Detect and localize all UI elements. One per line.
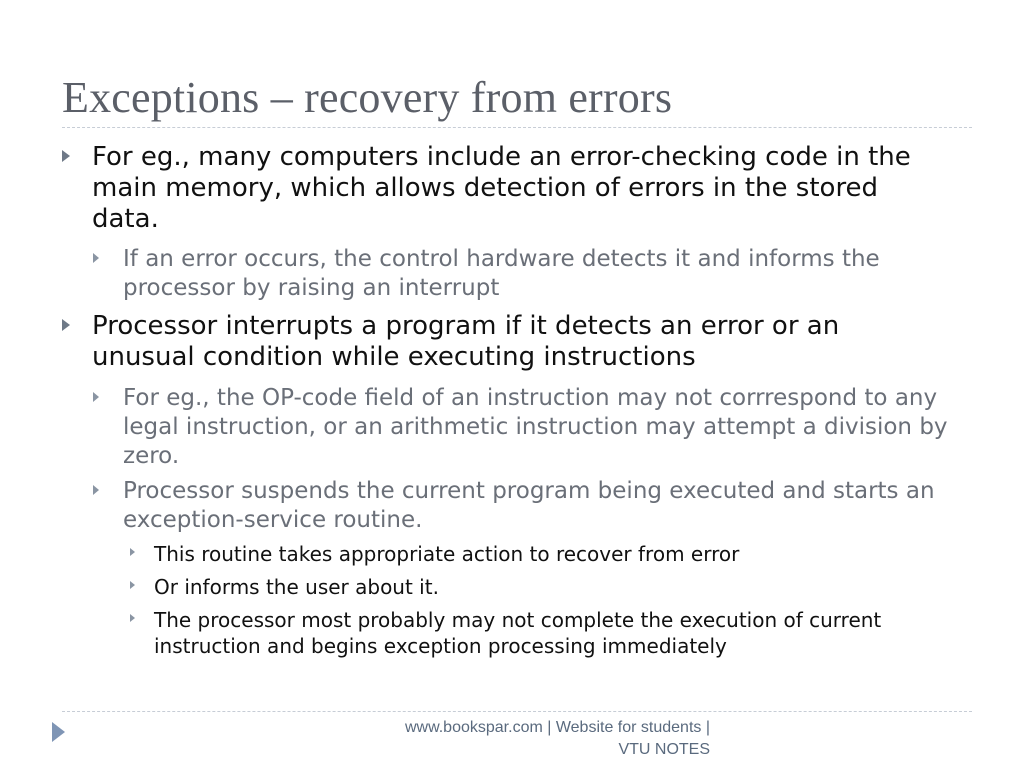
sub-bullet-item [93, 384, 953, 471]
bullet-arrow-icon [130, 581, 135, 589]
sub-sub-bullet-item [130, 541, 990, 567]
sub-sub-bullet-item [130, 607, 990, 659]
bullet-text: This routine takes appropriate action to recover from error [154, 542, 740, 566]
footer-divider [62, 711, 972, 712]
bullet-text: For eg., the OP-code field of an instruction may not corrrespond to any legal instruction, or an arithmetic instruction may attempt a division by zero. [123, 385, 948, 469]
bullet-arrow-icon [93, 485, 99, 495]
bullet-text: Processor suspends the current program being executed and starts an exception-service routine. [123, 478, 935, 533]
bullet-item [62, 142, 922, 235]
bullet-arrow-icon [130, 548, 135, 556]
sub-bullet-item [93, 245, 953, 303]
bullet-arrow-icon [93, 392, 99, 402]
title-divider [62, 127, 972, 128]
bullet-text: For eg., many computers include an error-checking code in the main memory, which allows detection of errors in the stored data. [92, 142, 911, 234]
bullet-text: If an error occurs, the control hardware detects it and informs the processor by raising an interrupt [123, 246, 880, 301]
bullet-arrow-icon [62, 150, 70, 162]
bullet-item [62, 311, 922, 373]
bullet-text: Processor interrupts a program if it detects an error or an unusual condition while executing instructions [92, 311, 840, 372]
play-triangle-icon [52, 722, 65, 742]
bullet-arrow-icon [130, 614, 135, 622]
bullet-arrow-icon [93, 253, 99, 263]
footer-line: www.bookspar.com | Website for students | [404, 719, 710, 736]
slide-title: Exceptions – recovery from errors [62, 73, 673, 122]
footer-text [330, 717, 710, 761]
footer-line: VTU NOTES [618, 741, 710, 758]
sub-bullet-item [93, 477, 953, 535]
bullet-text: The processor most probably may not complete the execution of current instruction and begins exception processing immediately [154, 608, 882, 658]
bullet-arrow-icon [62, 319, 70, 331]
bullet-text: Or informs the user about it. [154, 575, 439, 599]
sub-sub-bullet-item [130, 574, 990, 600]
